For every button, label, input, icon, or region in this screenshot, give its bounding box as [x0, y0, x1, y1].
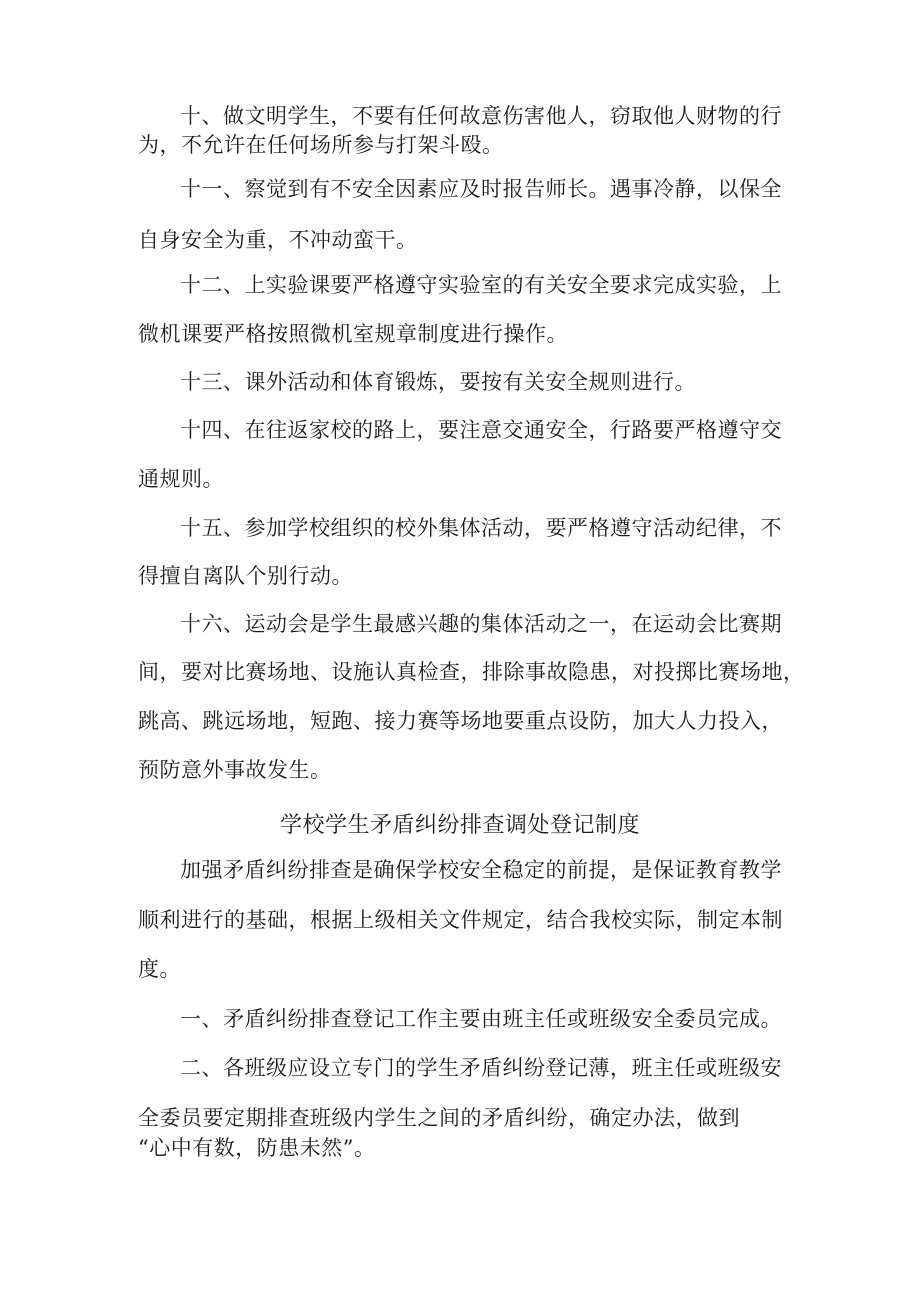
paragraph-line: 自身安全为重，不冲动蛮干。	[138, 228, 418, 252]
paragraph-line: 为，不允许在任何场所参与打架斗殴。	[138, 133, 504, 157]
paragraph-line: 十、做文明学生，不要有任何故意伤害他人，窃取他人财物的行	[180, 104, 782, 128]
paragraph-line: 十二、上实验课要严格遵守实验室的有关安全要求完成实验，上	[180, 273, 782, 297]
paragraph-line: 一、矛盾纠纷排查登记工作主要由班主任或班级安全委员完成。	[180, 1007, 782, 1031]
paragraph-line: 通规则。	[138, 467, 224, 491]
section-heading: 学校学生矛盾纠纷排查调处登记制度	[279, 813, 640, 838]
paragraph-line: 跳高、跳远场地，短跑、接力赛等场地要重点设防，加大人力投入，	[138, 709, 783, 733]
paragraph-line: 二、各班级应设立专门的学生矛盾纠纷登记薄，班主任或班级安	[180, 1056, 782, 1080]
paragraph-line: 顺利进行的基础，根据上级相关文件规定，结合我校实际，制定本制	[138, 908, 783, 932]
paragraph-line: 十一、察觉到有不安全因素应及时报告师长。遇事冷静，以保全	[180, 177, 782, 201]
paragraph-line: 十六、运动会是学生最感兴趣的集体活动之一，在运动会比赛期	[180, 612, 782, 636]
paragraph-line: 加强矛盾纠纷排查是确保学校安全稳定的前提，是保证教育教学	[180, 858, 782, 882]
paragraph-line: 预防意外事故发生。	[138, 758, 332, 782]
paragraph-line: “心中有数，防患未然”。	[138, 1136, 376, 1160]
paragraph-line: 得擅自离队个别行动。	[138, 564, 353, 588]
paragraph-line: 微机课要严格按照微机室规章制度进行操作。	[138, 322, 568, 346]
paragraph-line: 十四、在往返家校的路上，要注意交通安全，行路要严格遵守交	[180, 418, 782, 442]
paragraph-line: 十五、参加学校组织的校外集体活动，要严格遵守活动纪律，不	[180, 516, 782, 540]
paragraph-line: 全委员要定期排查班级内学生之间的矛盾纠纷，确定办法，做到	[138, 1106, 740, 1130]
paragraph-line: 十三、课外活动和体育锻炼，要按有关安全规则进行。	[180, 370, 696, 394]
paragraph-line: 度。	[138, 957, 181, 981]
paragraph-line: 间，要对比赛场地、设施认真检查，排除事故隐患，对投掷比赛场地，	[138, 660, 805, 684]
